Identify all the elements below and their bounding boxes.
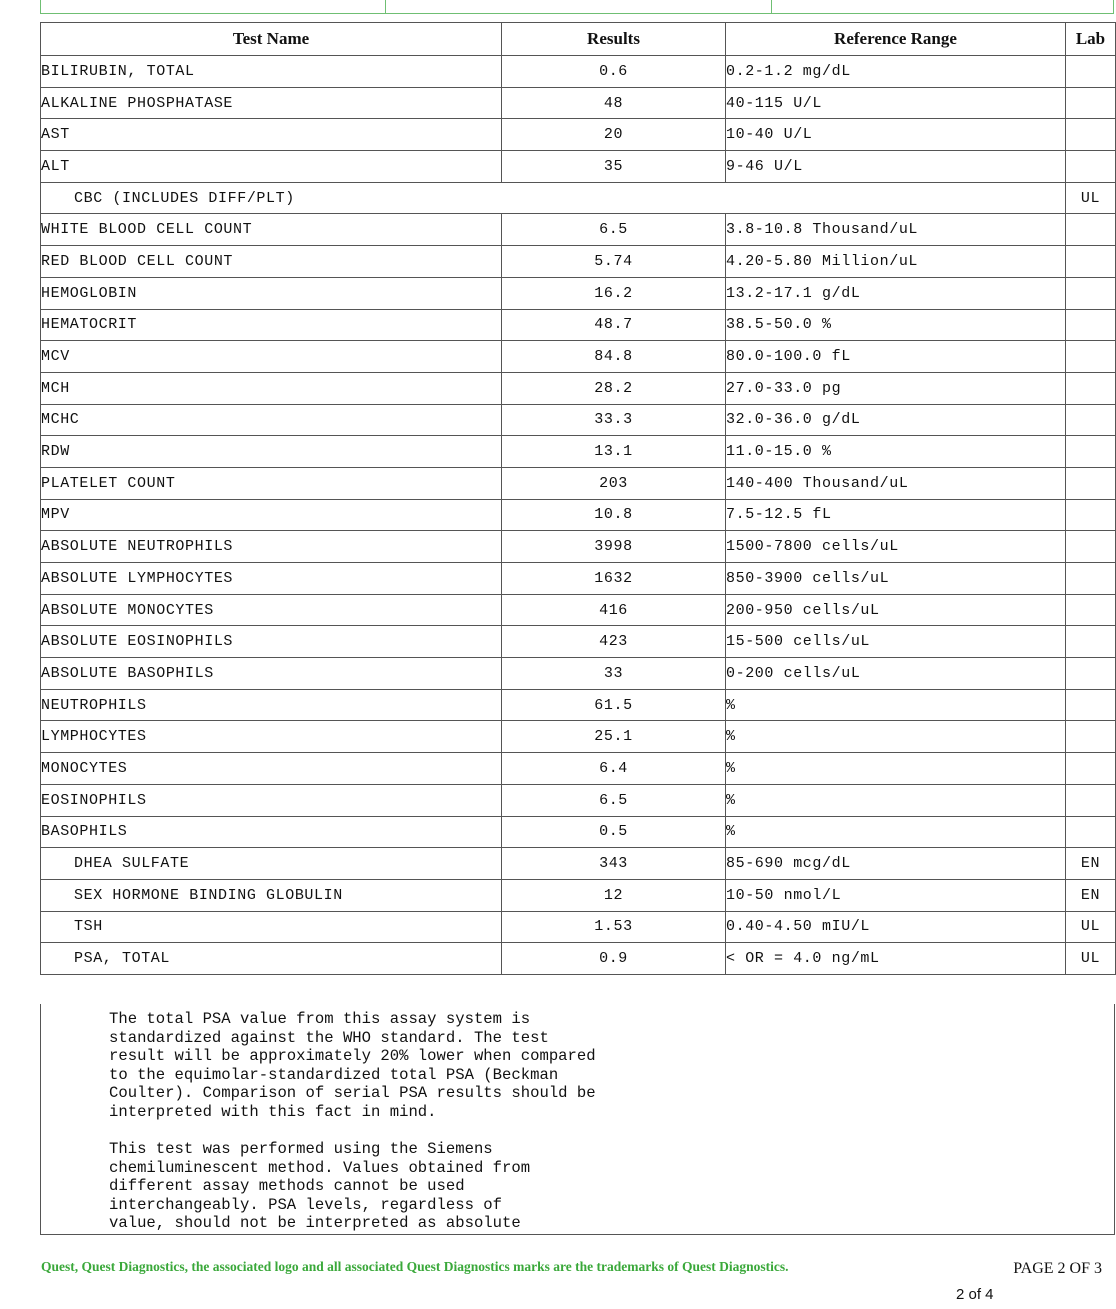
table-row (41, 911, 1116, 943)
test-name: HEMATOCRIT (41, 309, 502, 341)
test-name: CBC (INCLUDES DIFF/PLT) (41, 182, 502, 214)
test-name: ABSOLUTE EOSINOPHILS (41, 626, 502, 658)
reference-range (726, 182, 1066, 214)
lab-code (1066, 594, 1116, 626)
reference-range: % (726, 816, 1066, 848)
table-row (41, 214, 1116, 246)
lab-code: UL (1066, 943, 1116, 975)
lab-code (1066, 753, 1116, 785)
result-value: 5.74 (502, 246, 726, 278)
reference-range: 40-115 U/L (726, 87, 1066, 119)
lab-code (1066, 309, 1116, 341)
lab-code (1066, 563, 1116, 595)
lab-code (1066, 372, 1116, 404)
reference-range: % (726, 753, 1066, 785)
result-value: 6.5 (502, 214, 726, 246)
reference-range: 80.0-100.0 fL (726, 341, 1066, 373)
table-header-row (41, 23, 1116, 56)
psa-note-paragraph-2: This test was performed using the Siemens chemiluminescent method. Values obtained from different assay methods cannot be used interchangeably. PSA levels, regardless of value, should not be interpreted as absolute (109, 1140, 531, 1233)
table-row (41, 246, 1116, 278)
table-body (41, 56, 1116, 975)
result-value: 13.1 (502, 436, 726, 468)
test-name: BILIRUBIN, TOTAL (41, 56, 502, 88)
table-row (41, 784, 1116, 816)
lab-code: UL (1066, 182, 1116, 214)
table-row (41, 943, 1116, 975)
reference-range: 10-40 U/L (726, 119, 1066, 151)
test-name: NEUTROPHILS (41, 689, 502, 721)
table-row (41, 816, 1116, 848)
result-value: 48 (502, 87, 726, 119)
reference-range: 7.5-12.5 fL (726, 499, 1066, 531)
result-value: 0.5 (502, 816, 726, 848)
lab-code (1066, 721, 1116, 753)
table-row (41, 594, 1116, 626)
test-name: AST (41, 119, 502, 151)
result-value: 343 (502, 848, 726, 880)
result-value: 35 (502, 151, 726, 183)
result-value: 0.6 (502, 56, 726, 88)
reference-range: 10-50 nmol/L (726, 879, 1066, 911)
lab-code (1066, 689, 1116, 721)
result-value: 33 (502, 658, 726, 690)
table-row (41, 341, 1116, 373)
test-name: ABSOLUTE LYMPHOCYTES (41, 563, 502, 595)
test-name: ABSOLUTE MONOCYTES (41, 594, 502, 626)
reference-range: 13.2-17.1 g/dL (726, 277, 1066, 309)
result-value (502, 182, 726, 214)
table-row (41, 879, 1116, 911)
table-row (41, 626, 1116, 658)
test-name: MCV (41, 341, 502, 373)
psa-note-paragraph-1: The total PSA value from this assay system is standardized against the WHO standard. The test result will be approximately 20% lower when compared to the equimolar-standardized total PSA (Beckman Coulter). Comparison of serial PSA results should be interpreted with this fact in mind. (109, 1010, 596, 1121)
test-name: EOSINOPHILS (41, 784, 502, 816)
reference-range: 9-46 U/L (726, 151, 1066, 183)
lab-code (1066, 87, 1116, 119)
header-lab: Lab (1066, 23, 1116, 56)
trademark-notice: Quest, Quest Diagnostics, the associated logo and all associated Quest Diagnostics marks are the trademarks of Quest Diagnostics. (41, 1259, 789, 1274)
reference-range: % (726, 689, 1066, 721)
result-value: 28.2 (502, 372, 726, 404)
test-name: RDW (41, 436, 502, 468)
lab-code (1066, 626, 1116, 658)
reference-range: 1500-7800 cells/uL (726, 531, 1066, 563)
table-row (41, 119, 1116, 151)
results-table (40, 22, 1116, 975)
lab-code (1066, 341, 1116, 373)
result-value: 1.53 (502, 911, 726, 943)
result-value: 33.3 (502, 404, 726, 436)
table-row (41, 277, 1116, 309)
lab-code (1066, 277, 1116, 309)
result-value: 84.8 (502, 341, 726, 373)
column-divider (385, 0, 386, 13)
test-name: ABSOLUTE BASOPHILS (41, 658, 502, 690)
test-name: TSH (41, 911, 502, 943)
lab-code (1066, 658, 1116, 690)
header-results: Results (502, 23, 726, 56)
reference-range: 850-3900 cells/uL (726, 563, 1066, 595)
table-row (41, 753, 1116, 785)
result-value: 61.5 (502, 689, 726, 721)
reference-range: < OR = 4.0 ng/mL (726, 943, 1066, 975)
table-row (41, 499, 1116, 531)
test-name: MCHC (41, 404, 502, 436)
lab-code (1066, 499, 1116, 531)
test-name: MONOCYTES (41, 753, 502, 785)
lab-code (1066, 246, 1116, 278)
result-value: 1632 (502, 563, 726, 595)
test-name: WHITE BLOOD CELL COUNT (41, 214, 502, 246)
reference-range: 3.8-10.8 Thousand/uL (726, 214, 1066, 246)
test-name: RED BLOOD CELL COUNT (41, 246, 502, 278)
test-name: SEX HORMONE BINDING GLOBULIN (41, 879, 502, 911)
reference-range: 140-400 Thousand/uL (726, 467, 1066, 499)
table-row (41, 848, 1116, 880)
table-row (41, 436, 1116, 468)
table-row (41, 87, 1116, 119)
reference-range: 0.40-4.50 mIU/L (726, 911, 1066, 943)
table-row (41, 721, 1116, 753)
test-name: ALT (41, 151, 502, 183)
column-divider (771, 0, 772, 13)
test-name: PSA, TOTAL (41, 943, 502, 975)
result-value: 423 (502, 626, 726, 658)
psa-note (40, 1004, 1115, 1235)
lab-code (1066, 151, 1116, 183)
table-row (41, 372, 1116, 404)
lab-code (1066, 404, 1116, 436)
lab-code: EN (1066, 848, 1116, 880)
reference-range: 27.0-33.0 pg (726, 372, 1066, 404)
test-name: HEMOGLOBIN (41, 277, 502, 309)
viewer-page-count: 2 of 4 (956, 1286, 994, 1303)
result-value: 10.8 (502, 499, 726, 531)
reference-range: 4.20-5.80 Million/uL (726, 246, 1066, 278)
reference-range: 0.2-1.2 mg/dL (726, 56, 1066, 88)
test-name: BASOPHILS (41, 816, 502, 848)
table-row (41, 404, 1116, 436)
lab-code (1066, 467, 1116, 499)
result-value: 3998 (502, 531, 726, 563)
lab-code (1066, 816, 1116, 848)
result-value: 25.1 (502, 721, 726, 753)
reference-range: % (726, 721, 1066, 753)
result-value: 48.7 (502, 309, 726, 341)
test-name: ABSOLUTE NEUTROPHILS (41, 531, 502, 563)
result-value: 416 (502, 594, 726, 626)
page-label: PAGE 2 OF 3 (1013, 1260, 1102, 1277)
table-row (41, 151, 1116, 183)
table-row (41, 689, 1116, 721)
table-row (41, 467, 1116, 499)
table-row (41, 658, 1116, 690)
header-reference-range: Reference Range (726, 23, 1066, 56)
header-test-name: Test Name (41, 23, 502, 56)
test-name: DHEA SULFATE (41, 848, 502, 880)
test-name: LYMPHOCYTES (41, 721, 502, 753)
result-value: 6.4 (502, 753, 726, 785)
reference-range: 11.0-15.0 % (726, 436, 1066, 468)
result-value: 6.5 (502, 784, 726, 816)
table-row (41, 531, 1116, 563)
result-value: 16.2 (502, 277, 726, 309)
result-value: 203 (502, 467, 726, 499)
lab-code (1066, 531, 1116, 563)
result-value: 0.9 (502, 943, 726, 975)
lab-code (1066, 56, 1116, 88)
test-name: PLATELET COUNT (41, 467, 502, 499)
reference-range: 85-690 mcg/dL (726, 848, 1066, 880)
reference-range: 32.0-36.0 g/dL (726, 404, 1066, 436)
lab-code (1066, 214, 1116, 246)
table-row (41, 563, 1116, 595)
table-row (41, 309, 1116, 341)
result-value: 12 (502, 879, 726, 911)
reference-range: 15-500 cells/uL (726, 626, 1066, 658)
reference-range: % (726, 784, 1066, 816)
test-name: MPV (41, 499, 502, 531)
result-value: 20 (502, 119, 726, 151)
lab-code (1066, 784, 1116, 816)
lab-code (1066, 436, 1116, 468)
test-name: ALKALINE PHOSPHATASE (41, 87, 502, 119)
test-name: MCH (41, 372, 502, 404)
lab-code: EN (1066, 879, 1116, 911)
reference-range: 0-200 cells/uL (726, 658, 1066, 690)
table-row (41, 182, 1116, 214)
reference-range: 38.5-50.0 % (726, 309, 1066, 341)
lab-code: UL (1066, 911, 1116, 943)
reference-range: 200-950 cells/uL (726, 594, 1066, 626)
table-row (41, 56, 1116, 88)
previous-table-edge (40, 0, 1114, 14)
lab-code (1066, 119, 1116, 151)
